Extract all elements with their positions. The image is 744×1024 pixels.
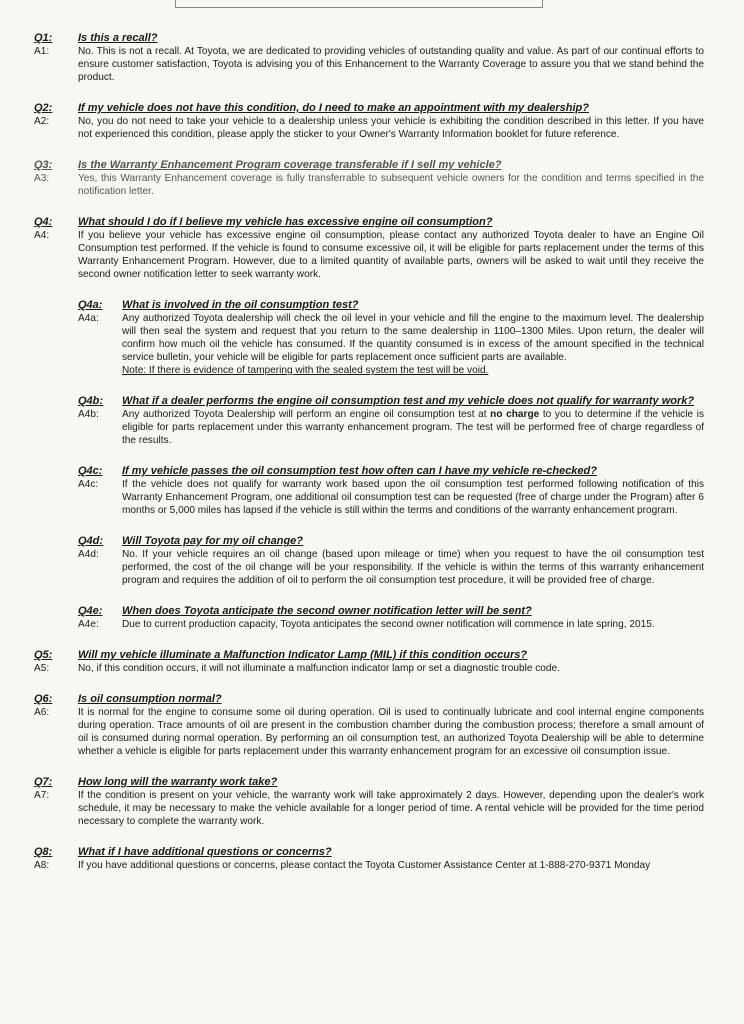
faq-item-q1	[34, 32, 704, 84]
answer-label: A1:	[34, 46, 50, 57]
question-row	[34, 32, 704, 45]
answer-pre: Any authorized Toyota Dealership will perform an engine oil consumption test at	[122, 409, 491, 420]
question-text: What if a dealer performs the engine oil consumption test and my vehicle does not qualify for warranty work?	[122, 395, 695, 407]
answer-row	[34, 172, 704, 198]
question-label: Q4b:	[78, 395, 104, 407]
answer-text: No, you do not need to take your vehicle to a dealership unless your vehicle is exhibiting the condition described in this letter. If you have not experienced this condition, please apply the sticker to your Owner's Warranty Information booklet for future reference.	[78, 116, 704, 140]
answer-text: Due to current production capacity, Toyota anticipates the second owner notification will commence in late spring, 2015.	[122, 619, 655, 630]
question-row	[34, 216, 704, 229]
question-row	[78, 605, 704, 618]
faq-item-q4	[34, 216, 704, 281]
faq-item-q4a	[78, 299, 704, 377]
faq-item-q2	[34, 102, 704, 141]
question-label: Q2:	[34, 102, 53, 114]
question-text: Will my vehicle illuminate a Malfunction Indicator Lamp (MIL) if this condition occurs?	[78, 649, 528, 661]
answer-label: A3:	[34, 173, 50, 184]
question-row	[34, 102, 704, 115]
question-label: Q7:	[34, 776, 53, 788]
question-label: Q4d:	[78, 535, 104, 547]
answer-label: A2:	[34, 116, 50, 127]
question-text: Is oil consumption normal?	[78, 693, 222, 705]
answer-label: A4d:	[78, 549, 99, 560]
question-row	[34, 846, 704, 859]
answer-row	[34, 789, 704, 828]
answer-label: A6:	[34, 707, 50, 718]
answer-row	[34, 115, 704, 141]
question-label: Q8:	[34, 846, 53, 858]
answer-text	[122, 312, 704, 377]
answer-text: Yes, this Warranty Enhancement coverage is fully transferrable to subsequent vehicle owners for the condition and terms specified in the notification letter.	[78, 173, 704, 197]
question-label: Q5:	[34, 649, 53, 661]
question-text: What if I have additional questions or concerns?	[78, 846, 332, 858]
answer-label: A7:	[34, 790, 50, 801]
answer-label: A4a:	[78, 313, 99, 324]
question-text: What should I do if I believe my vehicle has excessive engine oil consumption?	[78, 216, 493, 228]
faq-item-q7	[34, 776, 704, 828]
question-text: Will Toyota pay for my oil change?	[122, 535, 304, 547]
answer-text: If the condition is present on your vehicle, the warranty work will take approximately 2 days. However, depending upon the dealer's work schedule, it may be necessary to make the vehicle available for a longer period of time. A rental vehicle will be provided for the time period necessary to complete the warranty work.	[78, 790, 704, 827]
answer-text: No. If your vehicle requires an oil change (based upon mileage or time) when you request to have the oil consumption test performed, the cost of the oil change will be your responsibility. If the vehicle is within the terms of this warranty enhancement program and requires the addition of oil to perform the oil consumption test procedure, it will be provided free of charge.	[122, 549, 704, 586]
faq-item-q4b	[78, 395, 704, 447]
question-text: What is involved in the oil consumption test?	[122, 299, 359, 311]
question-label: Q4:	[34, 216, 53, 228]
question-row	[78, 465, 704, 478]
answer-label: A4:	[34, 230, 50, 241]
answer-text	[122, 408, 704, 447]
answer-row	[34, 229, 704, 281]
faq-item-q4d	[78, 535, 704, 587]
question-label: Q4e:	[78, 605, 103, 617]
faq-item-q4e	[78, 605, 704, 631]
answer-label: A8:	[34, 860, 50, 871]
answer-row	[34, 859, 704, 872]
question-row	[78, 395, 704, 408]
answer-label: A4c:	[78, 479, 99, 490]
answer-row	[34, 45, 704, 84]
question-row	[78, 535, 704, 548]
question-label: Q3:	[34, 159, 53, 171]
answer-row	[78, 478, 704, 517]
question-text: If my vehicle passes the oil consumption test how often can I have my vehicle re-checked?	[122, 465, 597, 477]
answer-row	[34, 662, 704, 675]
tamper-note: Note: If there is evidence of tampering with the sealed system the test will be void.	[122, 365, 489, 376]
question-label: Q4c:	[78, 465, 103, 477]
question-text: Is this a recall?	[78, 32, 158, 44]
faq-item-q5	[34, 649, 704, 675]
answer-row	[78, 618, 704, 631]
answer-post: to you to determine if the vehicle is eligible for parts replacement under this warranty enhancement program. The test will be performed free of charge regardless of the results.	[122, 409, 704, 446]
answer-label: A4b:	[78, 409, 99, 420]
answer-body: Any authorized Toyota dealership will check the oil level in your vehicle and fill the engine to the maximum level. The dealership will then seal the system and request that you return to the same dealership in 1100–1300 Miles. Upon return, the dealer will confirm how much oil the vehicle has consumed. If the quantity consumed is in excess of the amount specified in the technical service bulletin, your vehicle will be eligible for parts replacement once sufficient parts are available.	[122, 313, 704, 363]
answer-row	[78, 312, 704, 377]
question-text: When does Toyota anticipate the second owner notification letter will be sent?	[122, 605, 532, 617]
faq-item-q4c	[78, 465, 704, 517]
answer-row	[34, 706, 704, 758]
answer-label: A4e:	[78, 619, 99, 630]
answer-text: No, if this condition occurs, it will not illuminate a malfunction indicator lamp or set a diagnostic trouble code.	[78, 663, 560, 674]
answer-text: If the vehicle does not qualify for warranty work based upon the oil consumption test performed following notification of this Warranty Enhancement Program, one additional oil consumption test can be requested (free of charge under the Program) after 6 months or 5,000 miles has lapsed if the vehicle is still within the terms and conditions of the warranty enhancement program.	[122, 479, 704, 516]
answer-text: No. This is not a recall. At Toyota, we are dedicated to providing vehicles of outstanding quality and value. As part of our continual efforts to ensure customer satisfaction, Toyota is advising you of this Enhancement to the Warranty Coverage to assure you that we stand behind the product.	[78, 46, 704, 83]
faq-item-q6	[34, 693, 704, 758]
answer-text: If you believe your vehicle has excessive engine oil consumption, please contact any authorized Toyota dealer to have an Engine Oil Consumption test performed. If the vehicle is found to consume excessive oil, it will be eligible for parts replacement under the terms of this Warranty Enhancement Program. However, due to a limited quantity of available parts, owners will be asked to wait until they receive the second owner notification letter to seek warranty work.	[78, 230, 704, 280]
question-label: Q6:	[34, 693, 53, 705]
answer-text: If you have additional questions or concerns, please contact the Toyota Customer Assistance Center at 1-888-270-9371 Monday	[78, 860, 651, 871]
question-row	[34, 693, 704, 706]
question-label: Q1:	[34, 32, 53, 44]
answer-row	[78, 408, 704, 447]
question-row	[34, 649, 704, 662]
answer-emphasis: no charge	[490, 409, 540, 420]
question-text: How long will the warranty work take?	[78, 776, 278, 788]
question-label: Q4a:	[78, 299, 103, 311]
question-row	[78, 299, 704, 312]
answer-label: A5:	[34, 663, 50, 674]
answer-row	[78, 548, 704, 587]
question-row	[34, 159, 704, 172]
question-text: Is the Warranty Enhancement Program coverage transferable if I sell my vehicle?	[78, 159, 502, 171]
answer-text: It is normal for the engine to consume some oil during operation. Oil is used to continually lubricate and cool internal engine components during operation. Trace amounts of oil are present in the combustion chamber during the combustion process; therefore a small amount of oil is consumed during normal operation. By performing an oil consumption test, an authorized Toyota Dealership will be able to determine whether a vehicle is eligible for parts replacement under this warranty enhancement program for an excessive oil consumption issue.	[78, 707, 704, 757]
faq-item-q8	[34, 846, 704, 872]
faq-item-q3	[34, 159, 704, 198]
question-text: If my vehicle does not have this condition, do I need to make an appointment with my dealership?	[78, 102, 589, 114]
question-row	[34, 776, 704, 789]
